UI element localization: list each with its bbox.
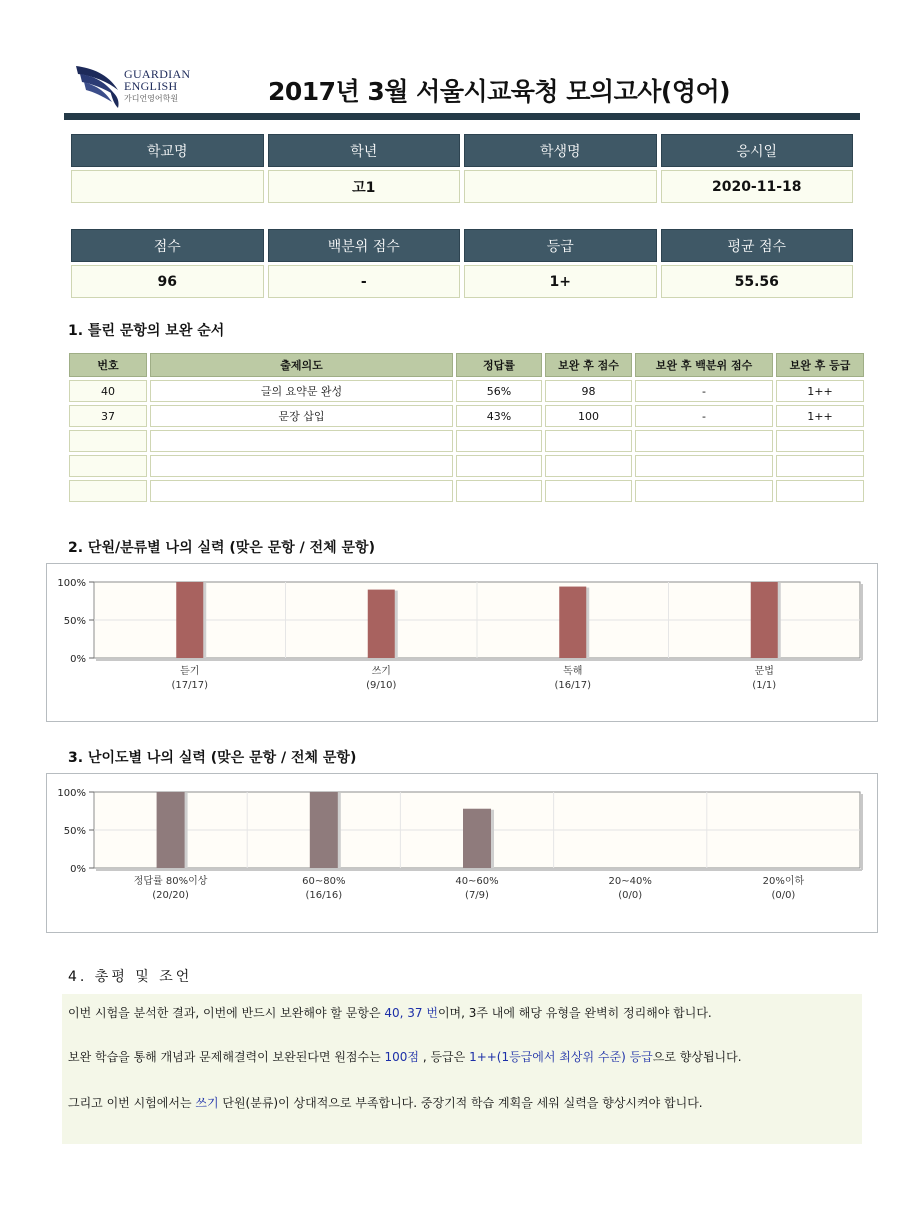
bar [559,587,586,658]
student-info-table [67,131,857,206]
difficulty-skill-chart-panel [46,773,878,933]
advice-title: 4. 총평 및 조언 [68,969,193,985]
unit-skill-chart [47,564,879,723]
table-cell [776,430,864,452]
rank-header: 등급 [464,229,657,262]
table-cell: 37 [69,405,147,427]
y-tick-label: 100% [57,578,86,589]
difficulty-skill-chart [47,774,879,934]
table-cell [545,455,632,477]
x-count-label: (16/17) [554,680,592,691]
table-cell [776,455,864,477]
x-category-label: 20%이하 [762,876,805,887]
table-row [69,480,864,502]
advice-line3-text-a: 그리고 이번 시험에서는 [68,1096,196,1110]
bar [463,809,491,868]
bar [310,792,338,868]
score-value: 96 [71,265,264,298]
advice-line2-score: 100점 [384,1050,420,1064]
advice-line2-text-e: 으로 향상됩니다. [652,1050,742,1064]
y-tick-label: 100% [57,788,86,799]
bar [176,582,203,658]
average-value: 55.56 [661,265,854,298]
exam-date-header: 응시일 [661,134,854,167]
logo-line1: GUARDIAN [124,67,191,81]
advice-line2-rank: 1++(1등급에서 최상위 수준) 등급 [469,1050,653,1064]
table-cell [69,480,147,502]
table-row [69,405,864,427]
advice-line3-weak-unit: 쓰기 [195,1096,219,1110]
section1-title: 1. 틀린 문항의 보완 순서 [68,323,225,339]
page-title: 2017년 3월 서울시교육청 모의고사(영어) [268,77,731,106]
exam-date-value: 2020-11-18 [661,170,854,203]
advice-line1-text-c: 이며, 3주 내에 해당 유형을 완벽히 정리해야 합니다. [437,1006,712,1020]
x-category-label: 60~80% [302,876,346,887]
score-header: 점수 [71,229,264,262]
table-cell: - [635,380,773,402]
x-count-label: (1/1) [752,680,777,691]
student-name-value [464,170,657,203]
y-tick-label: 50% [63,616,86,627]
table-cell: 문장 삽입 [150,405,453,427]
table-cell [69,455,147,477]
table-cell: 43% [456,405,542,427]
y-tick-label: 0% [70,654,86,665]
logo-text [124,68,190,105]
table-cell: 98 [545,380,632,402]
table-cell: 1++ [776,405,864,427]
guardian-english-logo [74,60,194,112]
table-cell [635,430,773,452]
advice-line2-text-c: , 등급은 [419,1050,470,1064]
table-cell: 40 [69,380,147,402]
x-count-label: (0/0) [771,890,796,901]
logo-line2: ENGLISH [124,79,178,93]
y-tick-label: 0% [70,864,86,875]
x-category-label: 듣기 [180,666,200,677]
header-divider [64,113,860,120]
advice-line1-text-a: 이번 시험을 분석한 결과, 이번에 반드시 보완해야 할 문항은 [68,1006,385,1020]
x-count-label: (20/20) [152,890,189,901]
table-cell [545,480,632,502]
advice-box [62,994,862,1144]
col-header-rank-after: 보완 후 등급 [776,353,864,377]
table-cell: 56% [456,380,542,402]
x-category-label: 40~60% [455,876,499,887]
school-name-value [71,170,264,203]
school-name-header: 학교명 [71,134,264,167]
table-cell: 100 [545,405,632,427]
table-row [69,380,864,402]
table-cell: 글의 요약문 완성 [150,380,453,402]
grade-header: 학년 [268,134,461,167]
table-cell [545,430,632,452]
table-cell [635,455,773,477]
table-cell [456,430,542,452]
col-header-correct-rate: 정답률 [456,353,542,377]
section2-title: 2. 단원/분류별 나의 실력 (맞은 문항 / 전체 문항) [68,540,375,556]
bar [368,590,395,658]
table-cell [635,480,773,502]
score-summary-table [67,226,857,301]
table-cell [150,480,453,502]
advice-line-3 [68,1094,703,1111]
x-category-label: 문법 [754,666,774,677]
col-header-intent: 출제의도 [150,353,453,377]
x-category-label: 정답률 80%이상 [133,876,208,887]
x-count-label: (7/9) [465,890,489,901]
x-category-label: 20~40% [608,876,652,887]
advice-line1-highlight: 40, 37 번 [384,1006,438,1020]
advice-line3-text-c: 단원(분류)이 상대적으로 부족합니다. 중장기적 학습 계획을 세워 실력을 향상시켜야 합니다. [218,1096,703,1110]
table-cell: 1++ [776,380,864,402]
col-header-percentile-after: 보완 후 백분위 점수 [635,353,773,377]
percentile-header: 백분위 점수 [268,229,461,262]
percentile-value: - [268,265,461,298]
x-count-label: (9/10) [366,680,397,691]
student-name-header: 학생명 [464,134,657,167]
advice-line-1 [68,1004,712,1021]
eagle-wing-icon [74,60,126,112]
col-header-score-after: 보완 후 점수 [545,353,632,377]
col-header-number: 번호 [69,353,147,377]
table-cell: - [635,405,773,427]
table-cell [776,480,864,502]
bar [157,792,185,868]
review-order-table [66,350,867,505]
y-tick-label: 50% [63,826,86,837]
x-category-label: 독해 [563,666,583,677]
section3-title: 3. 난이도별 나의 실력 (맞은 문항 / 전체 문항) [68,750,357,766]
table-cell [456,455,542,477]
grade-value: 고1 [268,170,461,203]
x-count-label: (17/17) [171,680,209,691]
advice-line2-text-a: 보완 학습을 통해 개념과 문제해결력이 보완된다면 원점수는 [68,1050,385,1064]
bar [751,582,778,658]
table-cell [456,480,542,502]
table-cell [69,430,147,452]
x-category-label: 쓰기 [371,666,391,677]
table-row [69,455,864,477]
table-cell [150,430,453,452]
advice-line-2 [68,1048,742,1065]
logo-line3: 가디언영어학원 [124,94,179,103]
unit-skill-chart-panel [46,563,878,722]
table-row [69,430,864,452]
average-header: 평균 점수 [661,229,854,262]
x-count-label: (0/0) [618,890,643,901]
table-cell [150,455,453,477]
rank-value: 1+ [464,265,657,298]
x-count-label: (16/16) [305,890,343,901]
